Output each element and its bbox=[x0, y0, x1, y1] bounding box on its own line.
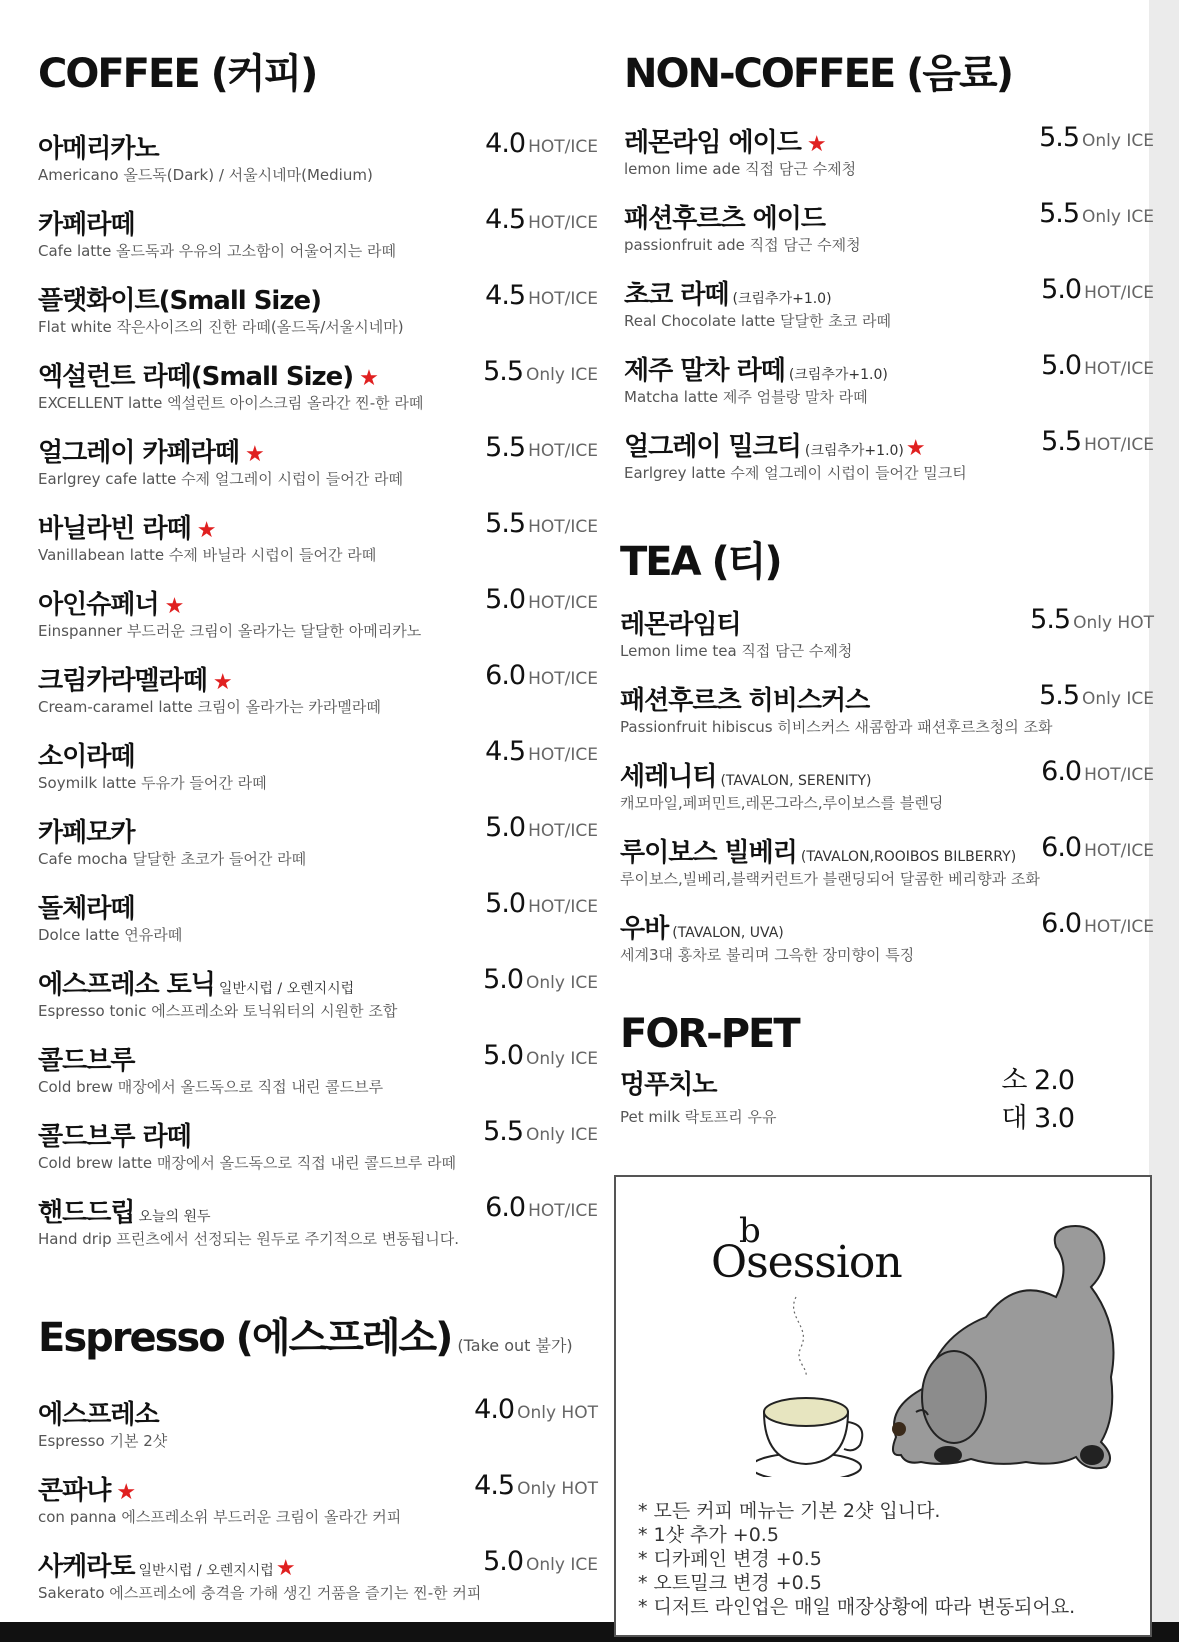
menu-item-title: 아메리카노 bbox=[38, 134, 159, 164]
pet-item-name: 멍푸치노 bbox=[620, 1070, 717, 1100]
menu-item-name bbox=[620, 680, 875, 717]
noncoffee-section-title: NON-COFFEE (음료) bbox=[624, 51, 1012, 97]
logo-session: session bbox=[746, 1237, 902, 1288]
temperature-tag: Only HOT bbox=[1073, 613, 1154, 633]
price-value: 5.0 bbox=[483, 964, 524, 995]
pet-price-small: 소 2.0 bbox=[1001, 1065, 1074, 1096]
temperature-tag: HOT/ICE bbox=[528, 441, 598, 461]
menu-item-desc: Vanillabean latte 수제 바닐라 시럽이 들어간 라떼 bbox=[38, 546, 377, 564]
menu-item-price bbox=[1030, 604, 1154, 635]
temperature-tag: HOT/ICE bbox=[1084, 765, 1154, 785]
steam-icon bbox=[794, 1297, 807, 1377]
menu-item-title: 소이라떼 bbox=[38, 742, 135, 772]
menu-item-option: (TAVALON,ROOIBOS BILBERRY) bbox=[800, 849, 1017, 865]
menu-item-title: 카페라떼 bbox=[38, 210, 135, 240]
menu-item-title: 아인슈페너 bbox=[38, 590, 159, 620]
temperature-tag: Only ICE bbox=[526, 1555, 598, 1575]
menu-item-desc: Sakerato 에스프레소에 충격을 가해 생긴 거품을 즐기는 찐-한 커피 bbox=[38, 1584, 482, 1602]
temperature-tag: HOT/ICE bbox=[1084, 359, 1154, 379]
recommended-star-icon: ★ bbox=[212, 670, 232, 695]
menu-item-desc: Espresso tonic 에스프레소와 토닉워터의 시원한 조합 bbox=[38, 1002, 398, 1020]
price-value: 5.0 bbox=[1041, 350, 1082, 381]
price-value: 4.5 bbox=[474, 1470, 515, 1501]
menu-item-desc: EXCELLENT latte 엑설런트 아이스크림 올라간 찐-한 라떼 bbox=[38, 394, 424, 412]
recommended-star-icon: ★ bbox=[275, 1556, 295, 1581]
menu-item-desc: Cafe mocha 달달한 초코가 들어간 라떼 bbox=[38, 850, 307, 868]
menu-item-name bbox=[38, 508, 215, 545]
menu-item-desc: Hand drip 프린츠에서 선정되는 원두로 주기적으로 변동됩니다. bbox=[38, 1230, 460, 1248]
menu-item-desc: 루이보스,빌베리,블랙커런트가 블랜딩되어 달콤한 베리향과 조화 bbox=[620, 870, 1040, 888]
price-value: 5.5 bbox=[485, 432, 526, 463]
menu-item-desc: Cafe latte 올드독과 우유의 고소함이 어울어지는 라떼 bbox=[38, 242, 396, 260]
menu-item-desc: Cold brew 매장에서 올드독으로 직접 내린 콜드브루 bbox=[38, 1078, 384, 1096]
menu-item-option: (크림추가+1.0) bbox=[732, 291, 832, 307]
menu-item-price bbox=[1041, 274, 1154, 305]
menu-item-price bbox=[1039, 198, 1154, 229]
menu-item-desc: Lemon lime tea 직접 담근 수제청 bbox=[620, 642, 853, 660]
menu-item-title: 루이보스 빌베리 bbox=[620, 838, 797, 868]
menu-item-price bbox=[485, 508, 598, 539]
pet-menu-item bbox=[620, 1058, 1154, 1134]
menu-item bbox=[624, 106, 1154, 182]
price-value: 5.5 bbox=[483, 1116, 524, 1147]
menu-item-title: 세레니티 bbox=[620, 762, 717, 792]
price-value: 5.5 bbox=[1041, 426, 1082, 457]
info-box bbox=[614, 1175, 1152, 1637]
recommended-star-icon: ★ bbox=[116, 1480, 136, 1505]
menu-item-price bbox=[485, 660, 598, 691]
temperature-tag: Only ICE bbox=[1082, 131, 1154, 151]
price-value: 4.0 bbox=[485, 128, 526, 159]
price-value: 5.0 bbox=[483, 1040, 524, 1071]
tea-section-title: TEA (티) bbox=[620, 539, 781, 585]
menu-item bbox=[38, 1100, 598, 1176]
menu-item-name bbox=[38, 204, 140, 241]
menu-item bbox=[624, 410, 1154, 486]
espresso-menu-list bbox=[38, 1378, 598, 1606]
logo-superscript: b bbox=[739, 1211, 760, 1251]
menu-item-option: 일반시럽 / 오렌지시럽 bbox=[138, 1563, 274, 1579]
menu-item-title: 바닐라빈 라떼 bbox=[38, 514, 191, 544]
menu-item bbox=[38, 720, 598, 796]
espresso-section-title bbox=[38, 1314, 598, 1370]
menu-item-title: 얼그레이 밀크티 bbox=[624, 432, 801, 462]
menu-item-name bbox=[620, 832, 1018, 869]
menu-item-name bbox=[620, 908, 786, 945]
price-value: 5.5 bbox=[1030, 604, 1071, 635]
menu-item-title: 패션후르츠 히비스커스 bbox=[620, 686, 870, 716]
menu-item-price bbox=[485, 888, 598, 919]
menu-item-price bbox=[483, 1116, 598, 1147]
menu-item bbox=[38, 264, 598, 340]
price-value: 6.0 bbox=[1041, 832, 1082, 863]
temperature-tag: HOT/ICE bbox=[528, 593, 598, 613]
menu-item-desc: Real Chocolate latte 달달한 초코 라떼 bbox=[624, 312, 892, 330]
menu-item-price bbox=[483, 964, 598, 995]
temperature-tag: Only ICE bbox=[1082, 689, 1154, 709]
recommended-star-icon: ★ bbox=[905, 436, 925, 461]
menu-item-title: 엑설런트 라떼(Small Size) bbox=[38, 362, 354, 392]
menu-item-name bbox=[38, 356, 378, 393]
temperature-tag: Only ICE bbox=[526, 1049, 598, 1069]
menu-item-name bbox=[38, 1546, 295, 1583]
recommended-star-icon: ★ bbox=[196, 518, 216, 543]
menu-item-price bbox=[485, 432, 598, 463]
menu-item-desc: Einspanner 부드러운 크림이 올라가는 달달한 아메리카노 bbox=[38, 622, 422, 640]
menu-item-name bbox=[624, 122, 826, 159]
price-value: 4.5 bbox=[485, 280, 526, 311]
price-value: 6.0 bbox=[1041, 908, 1082, 939]
menu-item bbox=[624, 334, 1154, 410]
menu-item-title: 에스프레소 bbox=[38, 1400, 159, 1430]
menu-item bbox=[38, 188, 598, 264]
menu-item-price bbox=[485, 204, 598, 235]
menu-item-desc: Cold brew latte 매장에서 올드독으로 직접 내린 콜드브루 라떼 bbox=[38, 1154, 457, 1172]
menu-item-desc: Cream-caramel latte 크림이 올라가는 카라멜라떼 bbox=[38, 698, 381, 716]
logo-o: O bbox=[711, 1237, 747, 1288]
price-value: 5.5 bbox=[1039, 198, 1080, 229]
menu-item-price bbox=[1041, 756, 1154, 787]
menu-item bbox=[38, 1530, 598, 1606]
menu-item-name bbox=[624, 350, 890, 387]
menu-item bbox=[38, 416, 598, 492]
temperature-tag: Only ICE bbox=[526, 1125, 598, 1145]
temperature-tag: HOT/ICE bbox=[1084, 435, 1154, 455]
menu-item-title: 얼그레이 카페라떼 bbox=[38, 438, 239, 468]
menu-item-price bbox=[1041, 832, 1154, 863]
menu-item-title: 콜드브루 bbox=[38, 1046, 135, 1076]
menu-item-title: 플랫화이트(Small Size) bbox=[38, 286, 321, 316]
menu-item-price bbox=[1041, 350, 1154, 381]
temperature-tag: HOT/ICE bbox=[1084, 917, 1154, 937]
menu-item-title: 우바 bbox=[620, 914, 669, 944]
menu-item-title: 제주 말차 라떼 bbox=[624, 356, 785, 386]
menu-item bbox=[620, 588, 1154, 664]
menu-item bbox=[38, 1378, 598, 1454]
temperature-tag: HOT/ICE bbox=[528, 1201, 598, 1221]
pet-item-prices bbox=[1001, 1062, 1074, 1138]
temperature-tag: HOT/ICE bbox=[528, 517, 598, 537]
menu-item-option: 오늘의 원두 bbox=[138, 1209, 211, 1225]
menu-item bbox=[38, 112, 598, 188]
menu-item bbox=[620, 664, 1154, 740]
menu-item-title: 에스프레소 토닉 bbox=[38, 970, 215, 1000]
menu-item-price bbox=[485, 736, 598, 767]
menu-item-desc: Matcha latte 제주 엄블랑 말차 라떼 bbox=[624, 388, 868, 406]
menu-item-option: (TAVALON, SERENITY) bbox=[720, 773, 872, 789]
recommended-star-icon: ★ bbox=[164, 594, 184, 619]
temperature-tag: HOT/ICE bbox=[528, 213, 598, 233]
price-value: 5.0 bbox=[485, 812, 526, 843]
pet-price-large: 대 3.0 bbox=[1001, 1103, 1074, 1134]
price-value: 5.0 bbox=[483, 1546, 524, 1577]
pet-item-desc: Pet milk 락토프리 우유 bbox=[620, 1108, 777, 1126]
menu-item-price bbox=[485, 280, 598, 311]
menu-item bbox=[624, 258, 1154, 334]
menu-item-desc: Espresso 기본 2샷 bbox=[38, 1432, 168, 1450]
menu-item-desc: Flat white 작은사이즈의 진한 라떼(올드독/서울시네마) bbox=[38, 318, 404, 336]
right-column bbox=[620, 50, 1154, 1134]
menu-item-desc: lemon lime ade 직접 담근 수제청 bbox=[624, 160, 857, 178]
menu-item-title: 사케라토 bbox=[38, 1552, 135, 1582]
menu-item bbox=[38, 644, 598, 720]
menu-item bbox=[38, 568, 598, 644]
menu-item-price bbox=[485, 128, 598, 159]
menu-item bbox=[38, 948, 598, 1024]
menu-item-name bbox=[38, 812, 140, 849]
menu-item-title: 콘파냐 bbox=[38, 1476, 111, 1506]
menu-item-price bbox=[1041, 426, 1154, 457]
dog-illustration-icon bbox=[893, 1226, 1114, 1468]
menu-item-name bbox=[38, 660, 232, 697]
menu-item-name bbox=[38, 888, 140, 925]
menu-item-name bbox=[38, 1394, 165, 1431]
menu-item-title: 돌체라떼 bbox=[38, 894, 135, 924]
temperature-tag: Only ICE bbox=[526, 365, 598, 385]
menu-item-option: (크림추가+1.0) bbox=[804, 443, 904, 459]
temperature-tag: Only ICE bbox=[526, 973, 598, 993]
menu-item-title: 레몬라임티 bbox=[620, 610, 741, 640]
price-value: 6.0 bbox=[1041, 756, 1082, 787]
menu-item bbox=[620, 892, 1154, 968]
menu-item-name bbox=[38, 1470, 135, 1507]
menu-item-price bbox=[485, 812, 598, 843]
price-value: 5.0 bbox=[485, 584, 526, 615]
menu-item bbox=[38, 1176, 598, 1252]
menu-item bbox=[38, 872, 598, 948]
temperature-tag: HOT/ICE bbox=[1084, 841, 1154, 861]
menu-item-name bbox=[38, 280, 327, 317]
pet-section-title: FOR-PET bbox=[620, 1011, 799, 1057]
menu-item-price bbox=[483, 356, 598, 387]
menu-item bbox=[38, 492, 598, 568]
menu-item-option: 일반시럽 / 오렌지시럽 bbox=[218, 981, 355, 997]
menu-item-name bbox=[38, 584, 183, 621]
note-item: * 모든 커피 메뉴는 기본 2샷 입니다. bbox=[638, 1499, 1075, 1523]
menu-item-name bbox=[624, 274, 834, 311]
menu-item-price bbox=[474, 1394, 598, 1425]
price-value: 5.5 bbox=[483, 356, 524, 387]
menu-item-desc: Earlgrey latte 수제 얼그레이 시럽이 들어간 밀크티 bbox=[624, 464, 967, 482]
price-value: 5.5 bbox=[485, 508, 526, 539]
espresso-takeout-note: (Take out 불가) bbox=[457, 1336, 573, 1355]
temperature-tag: Only HOT bbox=[517, 1403, 598, 1423]
price-value: 5.5 bbox=[1039, 680, 1080, 711]
left-column bbox=[38, 50, 598, 1606]
temperature-tag: Only HOT bbox=[517, 1479, 598, 1499]
menu-item-desc: passionfruit ade 직접 담근 수제청 bbox=[624, 236, 861, 254]
menu-item bbox=[38, 1024, 598, 1100]
menu-item-name bbox=[38, 1116, 197, 1153]
noncoffee-menu-list bbox=[624, 106, 1154, 486]
price-value: 4.5 bbox=[485, 204, 526, 235]
dog-and-coffee-illustration bbox=[756, 1217, 1146, 1477]
recommended-star-icon: ★ bbox=[359, 366, 378, 391]
menu-item-desc: 캐모마일,페퍼민트,레몬그라스,루이보스를 블렌딩 bbox=[620, 794, 944, 812]
note-item: * 1샷 추가 +0.5 bbox=[638, 1523, 1075, 1547]
price-value: 6.0 bbox=[485, 1192, 526, 1223]
menu-notes-list bbox=[638, 1499, 1075, 1619]
menu-item-option: (크림추가+1.0) bbox=[788, 367, 888, 383]
menu-item-desc: con panna 에스프레소위 부드러운 크림이 올라간 커피 bbox=[38, 1508, 402, 1526]
menu-item bbox=[38, 340, 598, 416]
menu-item-name bbox=[624, 426, 925, 463]
menu-item bbox=[620, 740, 1154, 816]
menu-item-name bbox=[624, 198, 831, 235]
menu-item-price bbox=[1039, 680, 1154, 711]
menu-item-price bbox=[485, 584, 598, 615]
note-item: * 디카페인 변경 +0.5 bbox=[638, 1547, 1075, 1571]
menu-item-option: (TAVALON, UVA) bbox=[672, 925, 784, 941]
menu-item-desc: Americano 올드독(Dark) / 서울시네마(Medium) bbox=[38, 166, 373, 184]
menu-item-title: 레몬라임 에이드 bbox=[624, 128, 801, 158]
menu-item-price bbox=[483, 1040, 598, 1071]
menu-item-desc: Dolce latte 연유라떼 bbox=[38, 926, 183, 944]
menu-item-title: 콜드브루 라떼 bbox=[38, 1122, 191, 1152]
coffee-menu-list bbox=[38, 112, 598, 1252]
menu-item-title: 크림카라멜라떼 bbox=[38, 666, 207, 696]
note-item: * 오트밀크 변경 +0.5 bbox=[638, 1571, 1075, 1595]
price-value: 4.0 bbox=[474, 1394, 515, 1425]
menu-item-desc: Soymilk latte 두유가 들어간 라떼 bbox=[38, 774, 267, 792]
menu-item-name bbox=[620, 756, 874, 793]
temperature-tag: HOT/ICE bbox=[528, 669, 598, 689]
temperature-tag: HOT/ICE bbox=[528, 745, 598, 765]
menu-item-name bbox=[38, 432, 264, 469]
menu-item-title: 카페모카 bbox=[38, 818, 135, 848]
menu-item-desc: Earlgrey cafe latte 수제 얼그레이 시럽이 들어간 라떼 bbox=[38, 470, 404, 488]
price-value: 4.5 bbox=[485, 736, 526, 767]
menu-item-title: 패션후르츠 에이드 bbox=[624, 204, 825, 234]
menu-item-price bbox=[1039, 122, 1154, 153]
menu-item-price bbox=[474, 1470, 598, 1501]
menu-item-price bbox=[483, 1546, 598, 1577]
menu-item-name bbox=[620, 604, 747, 641]
menu-item bbox=[38, 1454, 598, 1530]
temperature-tag: HOT/ICE bbox=[528, 137, 598, 157]
menu-item bbox=[624, 182, 1154, 258]
menu-item-price bbox=[1041, 908, 1154, 939]
menu-item-desc: 세계3대 홍차로 불리며 그윽한 장미향이 특징 bbox=[620, 946, 915, 964]
note-item: * 디저트 라인업은 매일 매장상황에 따라 변동되어요. bbox=[638, 1595, 1075, 1619]
espresso-title-text: Espresso (에스프레소) bbox=[38, 1315, 452, 1361]
price-value: 5.0 bbox=[1041, 274, 1082, 305]
menu-item-name bbox=[38, 736, 140, 773]
latte-foam-icon bbox=[764, 1398, 848, 1426]
temperature-tag: HOT/ICE bbox=[528, 289, 598, 309]
tea-menu-list bbox=[620, 588, 1154, 968]
recommended-star-icon: ★ bbox=[244, 442, 264, 467]
menu-item-title: 초코 라떼 bbox=[624, 280, 729, 310]
menu-item-name bbox=[38, 1040, 140, 1077]
menu-item bbox=[38, 796, 598, 872]
price-value: 6.0 bbox=[485, 660, 526, 691]
menu-item bbox=[620, 816, 1154, 892]
menu-item-desc: Passionfruit hibiscus 히비스커스 새콤함과 패션후르츠청의 조화 bbox=[620, 718, 1053, 736]
menu-item-name bbox=[38, 128, 165, 165]
menu-item-title: 핸드드립 bbox=[38, 1198, 135, 1228]
price-value: 5.5 bbox=[1039, 122, 1080, 153]
temperature-tag: HOT/ICE bbox=[1084, 283, 1154, 303]
menu-item-price bbox=[485, 1192, 598, 1223]
menu-item-name bbox=[38, 964, 356, 1001]
temperature-tag: HOT/ICE bbox=[528, 897, 598, 917]
temperature-tag: Only ICE bbox=[1082, 207, 1154, 227]
temperature-tag: HOT/ICE bbox=[528, 821, 598, 841]
recommended-star-icon: ★ bbox=[806, 132, 826, 157]
price-value: 5.0 bbox=[485, 888, 526, 919]
coffee-section-title: COFFEE (커피) bbox=[38, 51, 317, 97]
menu-item-name bbox=[38, 1192, 213, 1229]
